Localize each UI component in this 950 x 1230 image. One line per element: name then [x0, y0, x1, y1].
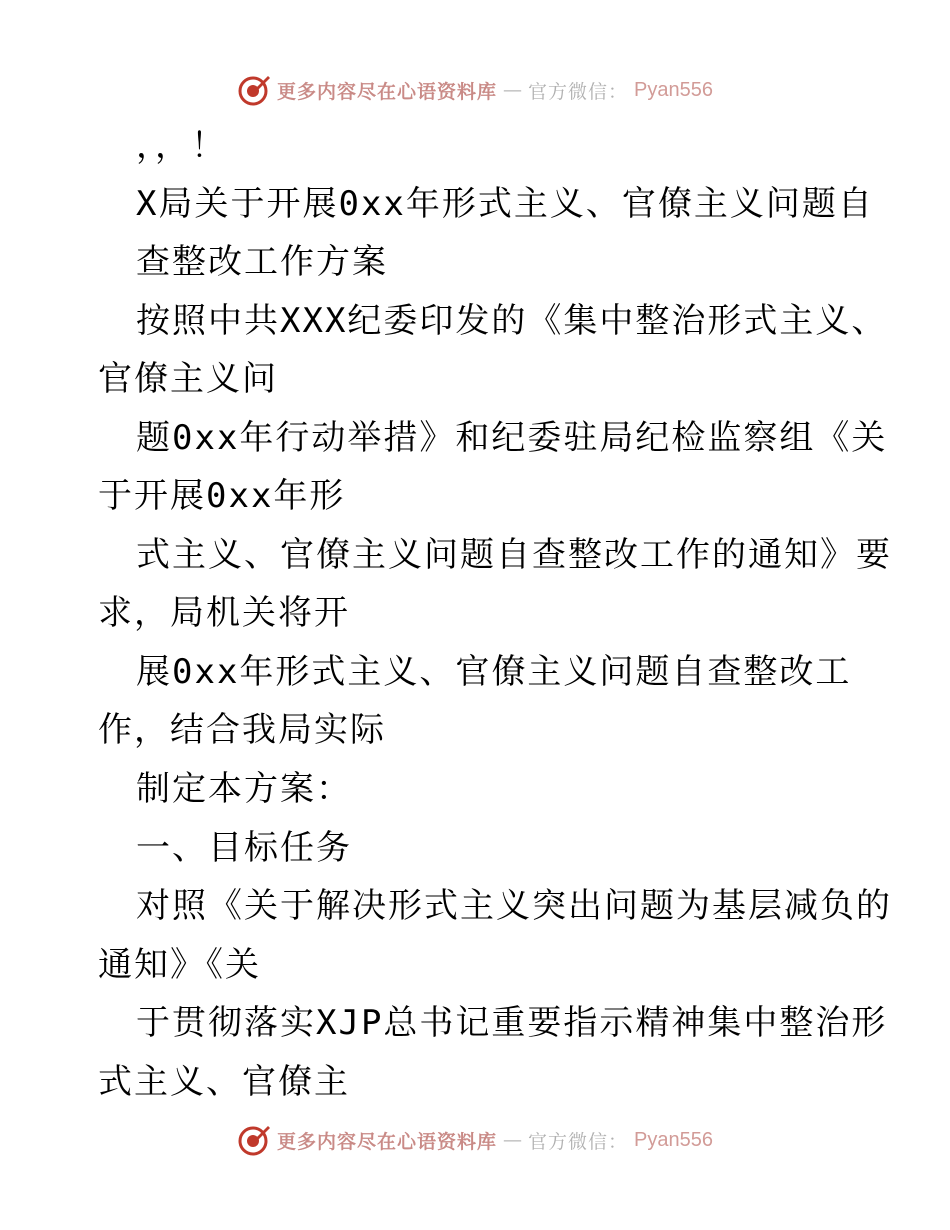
paragraph-line: 求，局机关将开: [98, 593, 350, 633]
wechat-label: 官方微信：: [528, 80, 629, 103]
document-title-line-2: 查整改工作方案: [136, 242, 388, 282]
footer-banner: [0, 1120, 950, 1160]
wechat-id: Pyan556: [634, 1128, 713, 1151]
section-heading: 一、目标任务: [136, 828, 352, 868]
paragraph-line: 式主义、官僚主: [98, 1062, 350, 1102]
paragraph-line: 官僚主义问: [98, 359, 278, 399]
banner-text: 更多内容尽在心语资料库: [277, 80, 498, 103]
paragraph-line: 式主义、官僚主义问题自查整改工作的通知》要: [136, 535, 892, 575]
wechat-id: Pyan556: [634, 78, 713, 101]
paragraph-line: 展0xx年形式主义、官僚主义问题自查整改工: [136, 652, 852, 692]
paragraph-line: 按照中共XXX纪委印发的《集中整治形式主义、: [136, 301, 888, 341]
paragraph-line: 于贯彻落实XJP总书记重要指示精神集中整治形: [136, 1003, 888, 1043]
paragraph-line: 于开展0xx年形: [98, 476, 346, 516]
punctuation-line: ，，！: [136, 126, 227, 166]
banner-separator: —: [503, 79, 523, 101]
paragraph-line: 对照《关于解决形式主义突出问题为基层减负的: [136, 886, 892, 926]
banner-text: 更多内容尽在心语资料库: [277, 1130, 498, 1153]
paragraph-line: 作，结合我局实际: [98, 710, 386, 750]
wechat-label: 官方微信：: [528, 1130, 629, 1153]
paragraph-line: 题0xx年行动举措》和纪委驻局纪检监察组《关: [136, 418, 888, 458]
paragraph-line: 制定本方案：: [136, 769, 352, 809]
header-banner: [0, 70, 950, 110]
banner-separator: —: [503, 1129, 523, 1151]
paragraph-line: 通知》《关: [98, 945, 261, 985]
pen-logo-icon: [237, 73, 271, 107]
pen-logo-icon: [237, 1123, 271, 1157]
document-title-line-1: X局关于开展0xx年形式主义、官僚主义问题自: [136, 184, 874, 224]
